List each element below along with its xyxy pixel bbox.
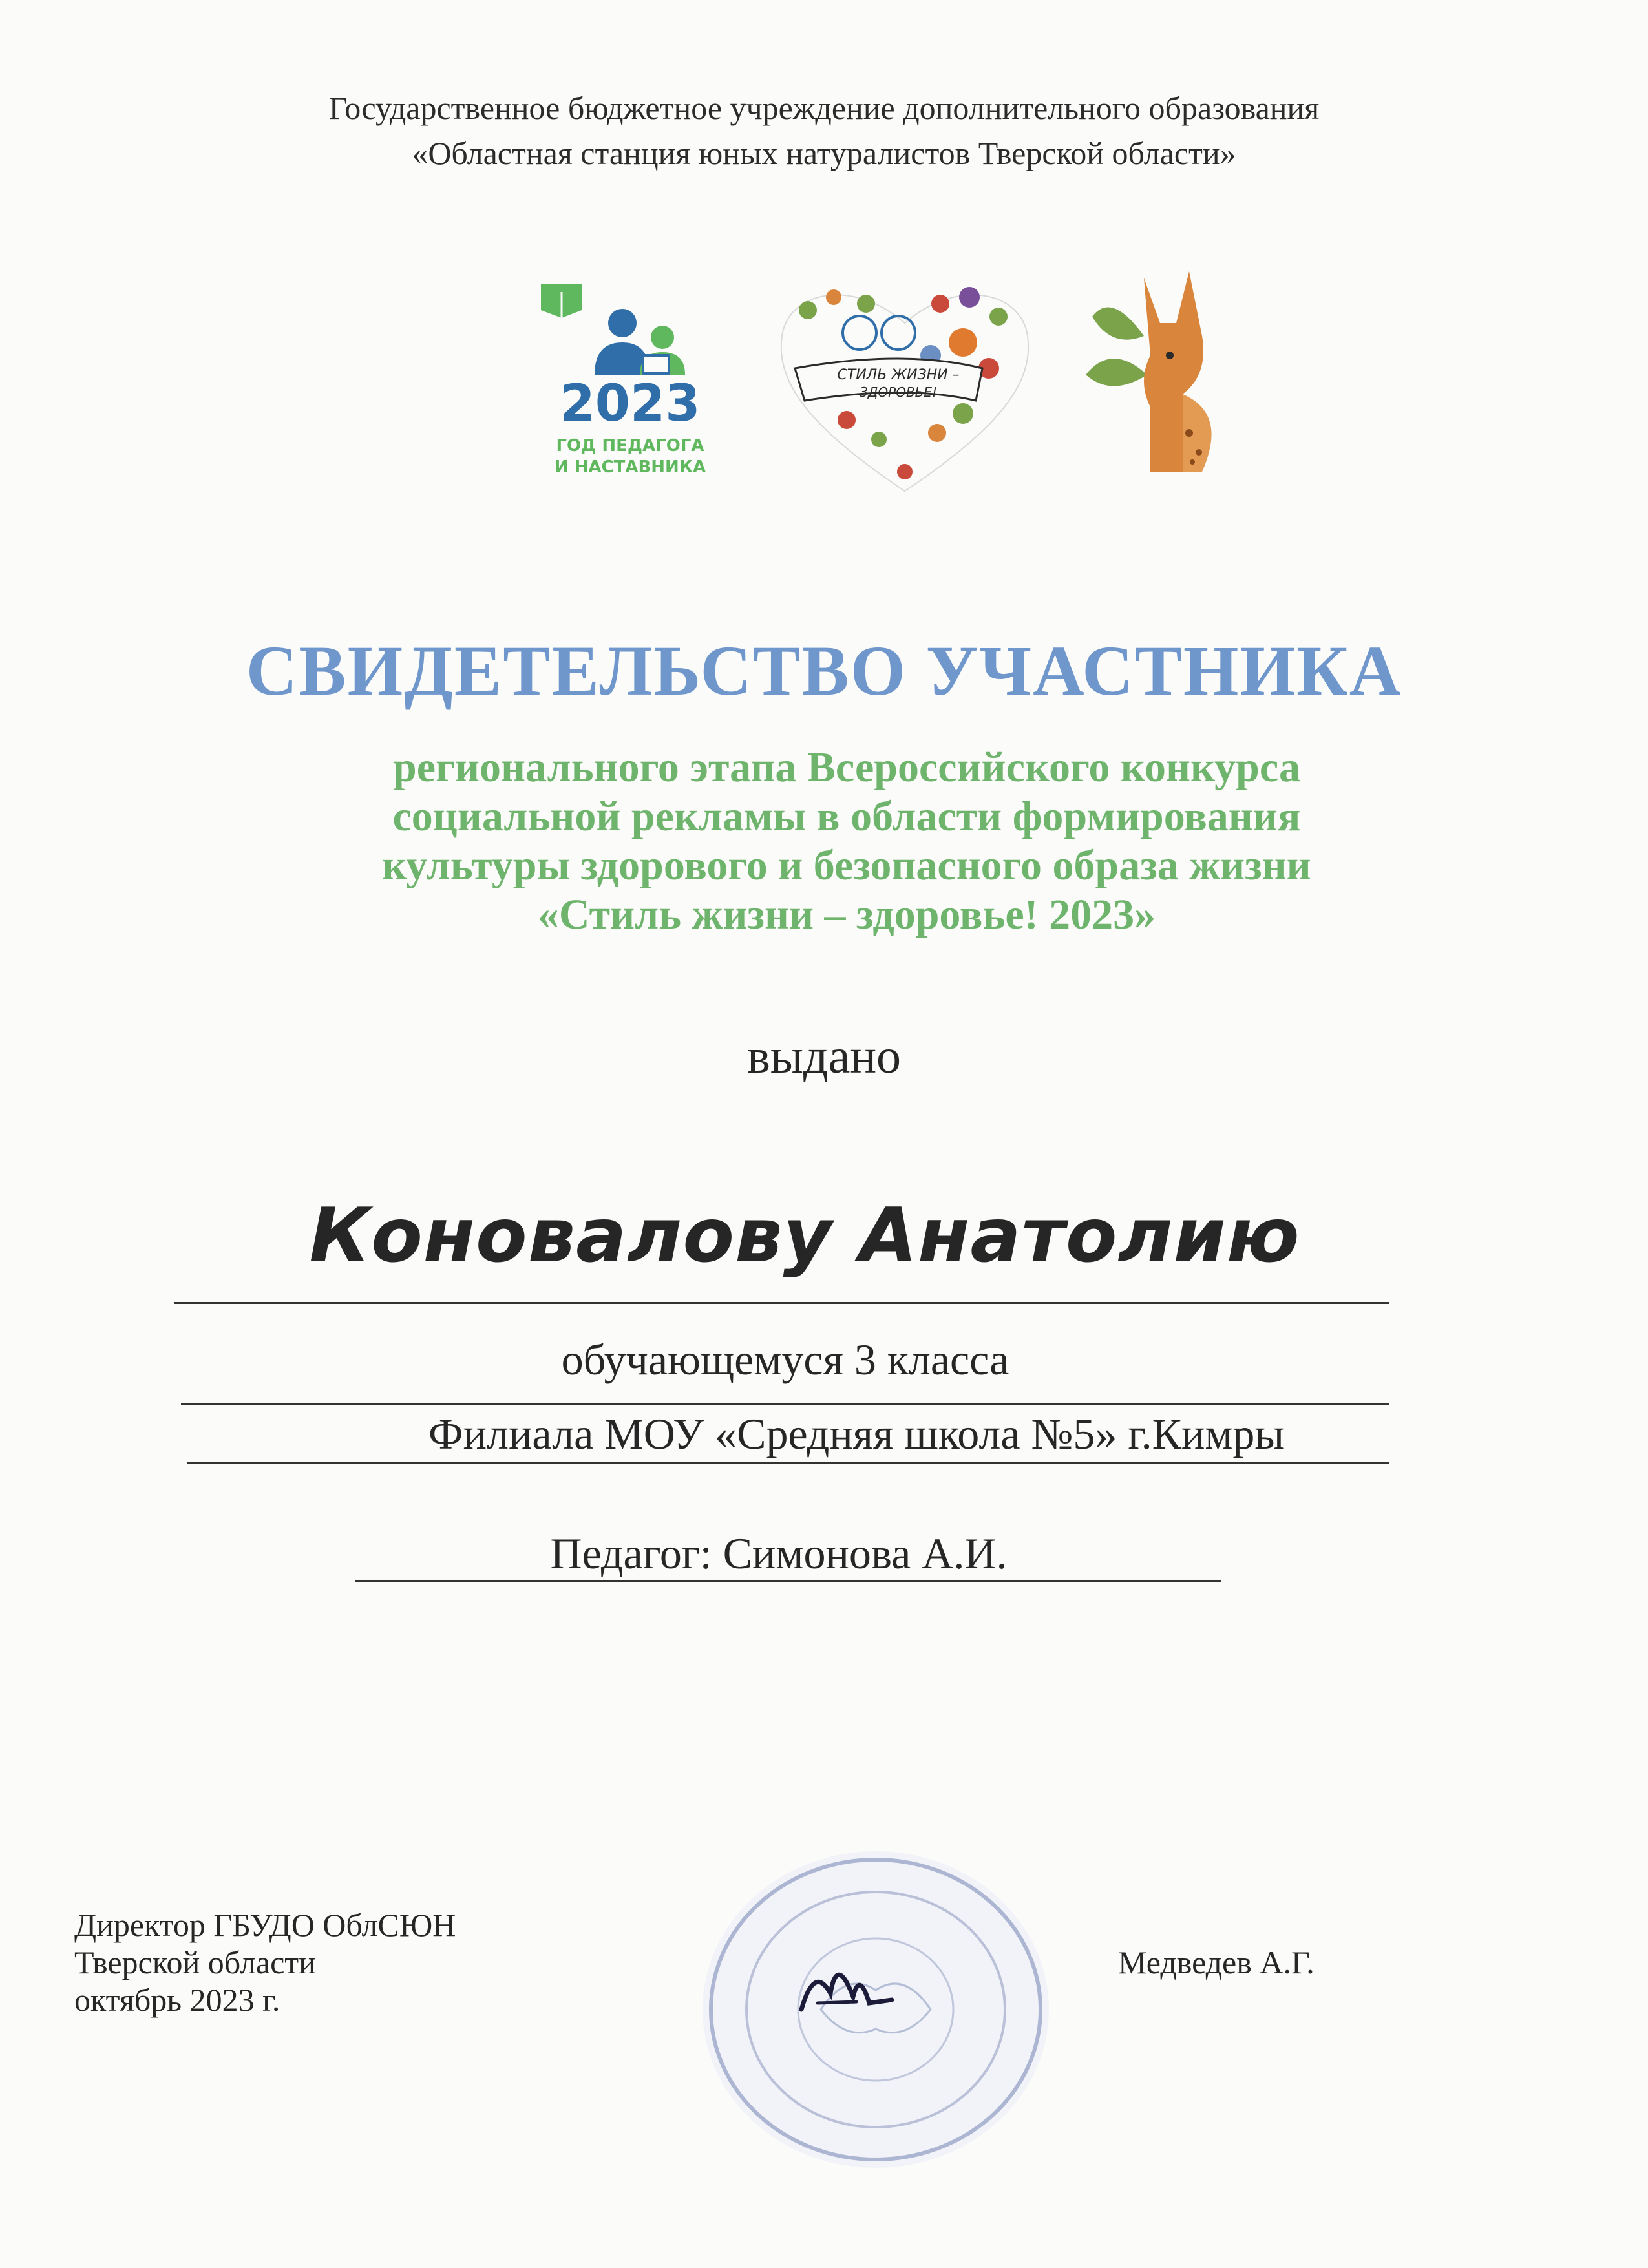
fox-logo	[1073, 265, 1234, 478]
year-of-teacher-logo	[533, 278, 727, 485]
seal-icon	[692, 1842, 1060, 2178]
subtitle-line-2: социальной рекламы в области формирования	[392, 793, 1301, 840]
recipient-name: Коновалову Анатолию	[309, 1192, 1300, 1279]
official-seal	[692, 1842, 1060, 2178]
heart-logo-text-1: СТИЛЬ ЖИЗНИ –	[837, 367, 960, 383]
logo-caption-1: ГОД ПЕДАГОГА	[556, 436, 704, 456]
student-info-underline	[181, 1403, 1389, 1405]
subtitle-line-1: регионального этапа Всероссийского конкурса	[393, 744, 1300, 791]
subtitle-line-4: «Стиль жизни – здоровье! 2023»	[537, 891, 1156, 938]
school-name: Филиала МОУ «Средняя школа №5» г.Кимры	[428, 1409, 1285, 1458]
teacher-underline	[355, 1580, 1221, 1582]
issued-label: выдано	[746, 1029, 902, 1084]
logo-caption-2: И НАСТАВНИКА	[554, 457, 706, 477]
fox-icon	[1073, 265, 1234, 478]
student-info: обучающемуся 3 класса	[561, 1335, 1009, 1384]
subtitle-line-3: культуры здорового и безопасного образа жизни	[382, 842, 1311, 889]
heart-logo-text-2: ЗДОРОВЬЕ!	[859, 384, 938, 400]
signature-date: октябрь 2023 г.	[74, 1982, 280, 2018]
director-name: Медведев А.Г.	[1118, 1944, 1315, 1980]
organization-line-2: «Областная станция юных натуралистов Тверской области»	[412, 135, 1236, 171]
teacher-name: Педагог: Симонова А.И.	[550, 1529, 1008, 1578]
logo-year: 2023	[560, 375, 701, 433]
lifestyle-heart-logo	[769, 271, 1041, 504]
director-position-2: Тверской области	[74, 1944, 316, 1980]
school-underline	[187, 1462, 1389, 1464]
certificate-title: СВИДЕТЕЛЬСТВО УЧАСТНИКА	[246, 631, 1402, 710]
recipient-underline	[174, 1302, 1389, 1304]
organization-line-1: Государственное бюджетное учреждение дополнительного образования	[328, 90, 1320, 126]
director-position-1: Директор ГБУДО ОблСЮН	[74, 1907, 456, 1943]
